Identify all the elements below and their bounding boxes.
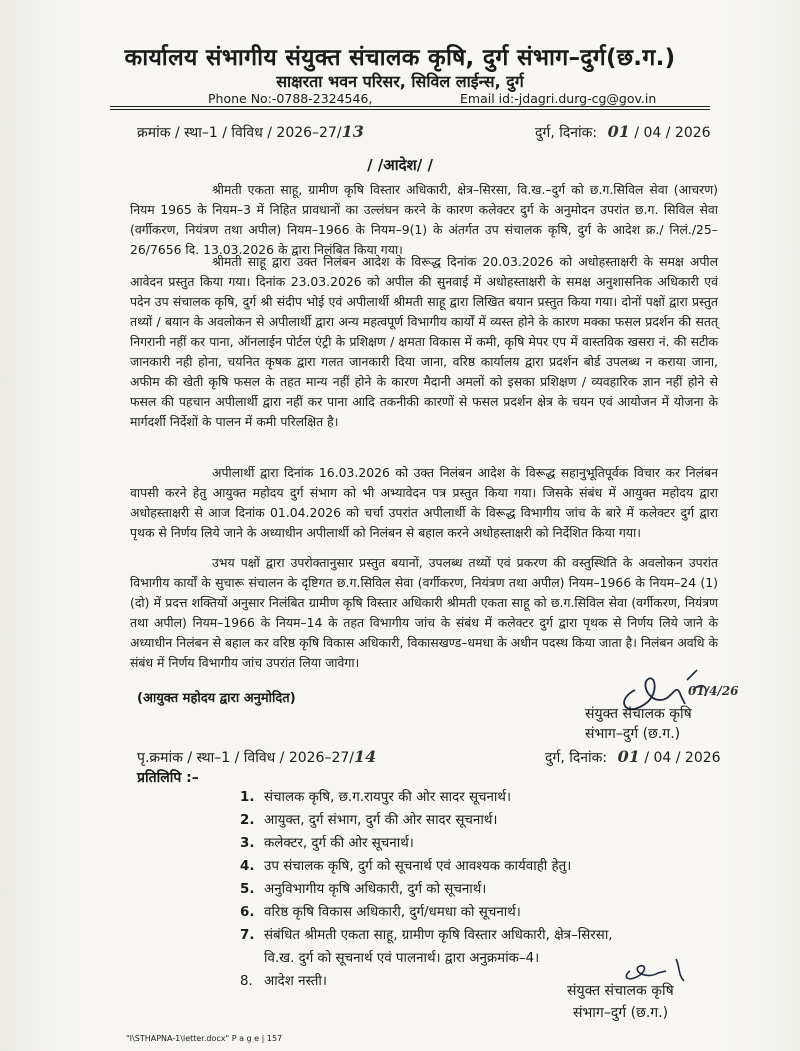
list-item [240,786,640,809]
list-item-text: उप संचालक कृषि, दुर्ग को सूचनार्थ एवं आवश्यक कार्यवाही हेतु। [264,859,572,874]
list-item-text: कलेक्टर, दुर्ग की ओर सूचनार्थ। [264,836,414,851]
copy-reference-number [137,747,376,767]
list-item-continuation: वि.ख. दुर्ग को सूचनार्थ एवं पालनार्थ। द्वारा अनुक्रमांक–4। [264,951,540,966]
list-item-number: 3. [240,836,255,851]
list-item-text: संचालक कृषि, छ.ग.रायपुर की ओर सादर सूचनार्थ। [264,790,512,805]
reference-number-printed: क्रमांक / स्था–1 / विविध / 2026–27/ [137,125,342,141]
copy-reference-printed: पृ.क्रमांक / स्था–1 / विविध / 2026–27/ [137,750,354,766]
order-paragraph-4 [130,553,718,673]
pratilipi-label: प्रतिलिपि :– [137,770,199,786]
list-item-text: आयुक्त, दुर्ग संभाग, दुर्ग की ओर सादर सूचनार्थ। [264,813,498,828]
reference-date [535,122,711,142]
paragraph-text: श्रीमती साहू द्वारा उक्त निलंबन आदेश के विरूद्ध दिनांक 20.03.2026 को अधोहस्ताक्षरी के समक्ष अपील आवेदन प्रस्तुत किया गया। दिनांक 23.03.2026 को अपील की सुनवाई में अधोहस्ताक्षरी के समक्ष अनुशासनिक अधिकारी एवं पदेन उप संचालक कृषि, दुर्ग श्री संदीप भोई एवं अपीलार्थी श्रीमती साहू द्वारा लिखित बयान प्रस्तुत किया गया। दोनों पक्षों द्वारा प्रस्तुत तथ्यों / बयान के अवलोकन से अपीलार्थी द्वारा अन्य महत्वपूर्ण विभागीय कार्यों में व्यस्त होने के कारण मक्का फसल प्रदर्शन की सतत् निगरानी नहीं कर पाना, ऑनलाईन पोर्टल एंट्री के प्रशिक्षण / क्षमता विकास में कमी, कृषि मेपर एप में वास्तविक खसरा नं. की सटीक जानकारी नही होना, चयनित कृषक द्वारा गलत जानकारी दिया जाना, वरिष्ठ कार्यालय द्वारा प्रदर्शन बोर्ड उपलब्ध न कराया जाना, अफीम की खेती कृषि फसल के तहत मान्य नहीं होने के कारण मैदानी अमलों को इसका प्रशिक्षण / व्यवहारिक ज्ञान नहीं होने से फसल की पहचान अपीलार्थी द्वारा नहीं कर पाना आदि तकनीकी कारणों से फसल प्रदर्शन क्षेत्र के चयन एवं आयोजन में योजना के मार्गदर्शी निर्देशों के पालन में कमी परिलक्षित है। [130,254,718,429]
signature-2-designation: संयुक्त संचालक कृषि [567,983,674,999]
signature-2-jurisdiction: संभाग–दुर्ग (छ.ग.) [573,1005,669,1021]
list-item [240,809,640,832]
header-rule [110,106,710,107]
list-item-text: संबंधित श्रीमती एकता साहू, ग्रामीण कृषि विस्तार अधिकारी, क्षेत्र–सिरसा, [264,928,613,943]
signature-1-designation: संयुक्त संचालक कृषि [585,706,692,722]
header-rule-double [110,109,710,110]
approval-note: (आयुक्त महोदय द्वारा अनुमोदित) [137,691,296,706]
reference-number [137,122,364,142]
list-item-number: 1. [240,790,255,805]
reference-number-handwritten: 13 [341,122,364,141]
paragraph-text: अपीलार्थी द्वारा दिनांक 16.03.2026 को उक्त निलंबन आदेश के विरूद्ध सहानुभूतिपूर्वक विचार कर निलंबन वापसी करने हेतु आयुक्त महोदय दुर्ग संभाग को भी अभ्यावेदन पत्र प्रस्तुत किया गया। जिसके संबंध में आयुक्त महोदय द्वारा अधोहस्ताक्षरी से आज दिनांक 01.04.2026 को चर्चा उपरांत अपीलार्थी के विरूद्ध विभागीय जांच के बारे में कलेक्टर दुर्ग द्वारा पृथक से निर्णय लिये जाने के अध्याधीन अपीलार्थी को निलंबन से बहाल करने अधोहस्ताक्षरी को निर्देशित किया गया। [130,465,718,540]
order-paragraph-2 [130,252,718,432]
list-item-number: 4. [240,859,255,874]
copy-place-date-label: दुर्ग, दिनांक: [545,750,608,766]
list-item-number: 8. [240,974,253,989]
list-item [240,924,640,947]
list-item [240,901,640,924]
reference-date-printed: / 04 / 2026 [634,125,711,141]
order-paragraph-1 [130,180,718,260]
copy-reference-date [545,747,721,767]
list-item-text: आदेश नस्ती। [264,974,327,989]
list-item-number: 7. [240,928,255,943]
copy-date-handwritten: 01 [617,747,640,766]
list-item-text: अनुविभागीय कृषि अधिकारी, दुर्ग को सूचनार्थ। [264,882,487,897]
list-item-number: 5. [240,882,255,897]
phone-number: Phone No:-0788-2324546, [208,91,373,106]
paragraph-text: श्रीमती एकता साहू, ग्रामीण कृषि विस्तार अधिकारी, क्षेत्र–सिरसा, वि.ख.–दुर्ग को छ.ग.सिविल सेवा (आचरण) नियम 1965 के नियम–3 में निहित प्रावधानों का उल्लंघन करने के कारण कलेक्टर दुर्ग के अनुमोदन उपरांत छ.ग. सिविल सेवा (वर्गीकरण, नियंत्रण तथा अपील) नियम–1966 के नियम–9(1) के अंतर्गत उप संचालक कृषि, दुर्ग के आदेश क्र./ निलं./25–26/7656 दि. 13.03.2026 के द्वारा निलंबित किया गया। [130,182,718,257]
list-item [240,878,640,901]
signature-1-jurisdiction: संभाग–दुर्ग (छ.ग.) [585,726,681,742]
paragraph-text: उभय पक्षों द्वारा उपरोक्तानुसार प्रस्तुत बयानों, उपलब्ध तथ्यों एवं प्रकरण की वस्तुस्थिति के अवलोकन उपरांत विभागीय कार्यों के सुचारू संचालन के दृष्टिगत छ.ग.सिविल सेवा (वर्गीकरण, नियंत्रण तथा अपील) नियम–1966 के नियम–24 (1) (दो) में प्रदत्त शक्तियों अनुसार निलंबित ग्रामीण कृषि विस्तार अधिकारी श्रीमती एकता साहू को छ.ग.सिविल सेवा (वर्गीकरण, नियंत्रण तथा अपील) नियम–1966 के नियम–14 के तहत विभागीय जांच के संबंध में कलेक्टर दुर्ग द्वारा पृथक से निर्णय लिये जाने के अध्याधीन निलंबन से बहाल कर वरिष्ठ कृषि विकास अधिकारी, विकासखण्ड–धमधा के अधीन पदस्थ किया जाता है। निलंबन अवधि के संबंध में निर्णय विभागीय जांच उपरांत लिया जावेगा। [130,555,718,670]
list-item-number: 2. [240,813,255,828]
list-item [240,832,640,855]
signature-date: 01/4/26 [688,684,739,698]
copy-reference-handwritten: 14 [354,747,377,766]
copy-list [240,786,640,993]
reference-place-date-label: दुर्ग, दिनांक: [535,125,598,141]
list-item-number: 6. [240,905,255,920]
office-address: साक्षरता भवन परिसर, सिविल लाईन्स, दुर्ग [276,72,524,91]
order-paragraph-3 [130,463,718,543]
reference-date-handwritten: 01 [607,122,630,141]
copy-date-printed: / 04 / 2026 [644,750,721,766]
footer-file-path: "I\STHAPNA-1\letter.docx" P a g e | 157 [126,1034,283,1043]
list-item-text: वरिष्ठ कृषि विकास अधिकारी, दुर्ग/धमधा को सूचनार्थ। [264,905,521,920]
office-title: कार्यालय संभागीय संयुक्त संचालक कृषि, दुर्ग संभाग–दुर्ग(छ.ग.) [124,45,676,71]
list-item [240,855,640,878]
order-heading: / /आदेश/ / [367,156,433,174]
email-address: Email id:-jdagri.durg-cg@gov.in [460,91,657,106]
